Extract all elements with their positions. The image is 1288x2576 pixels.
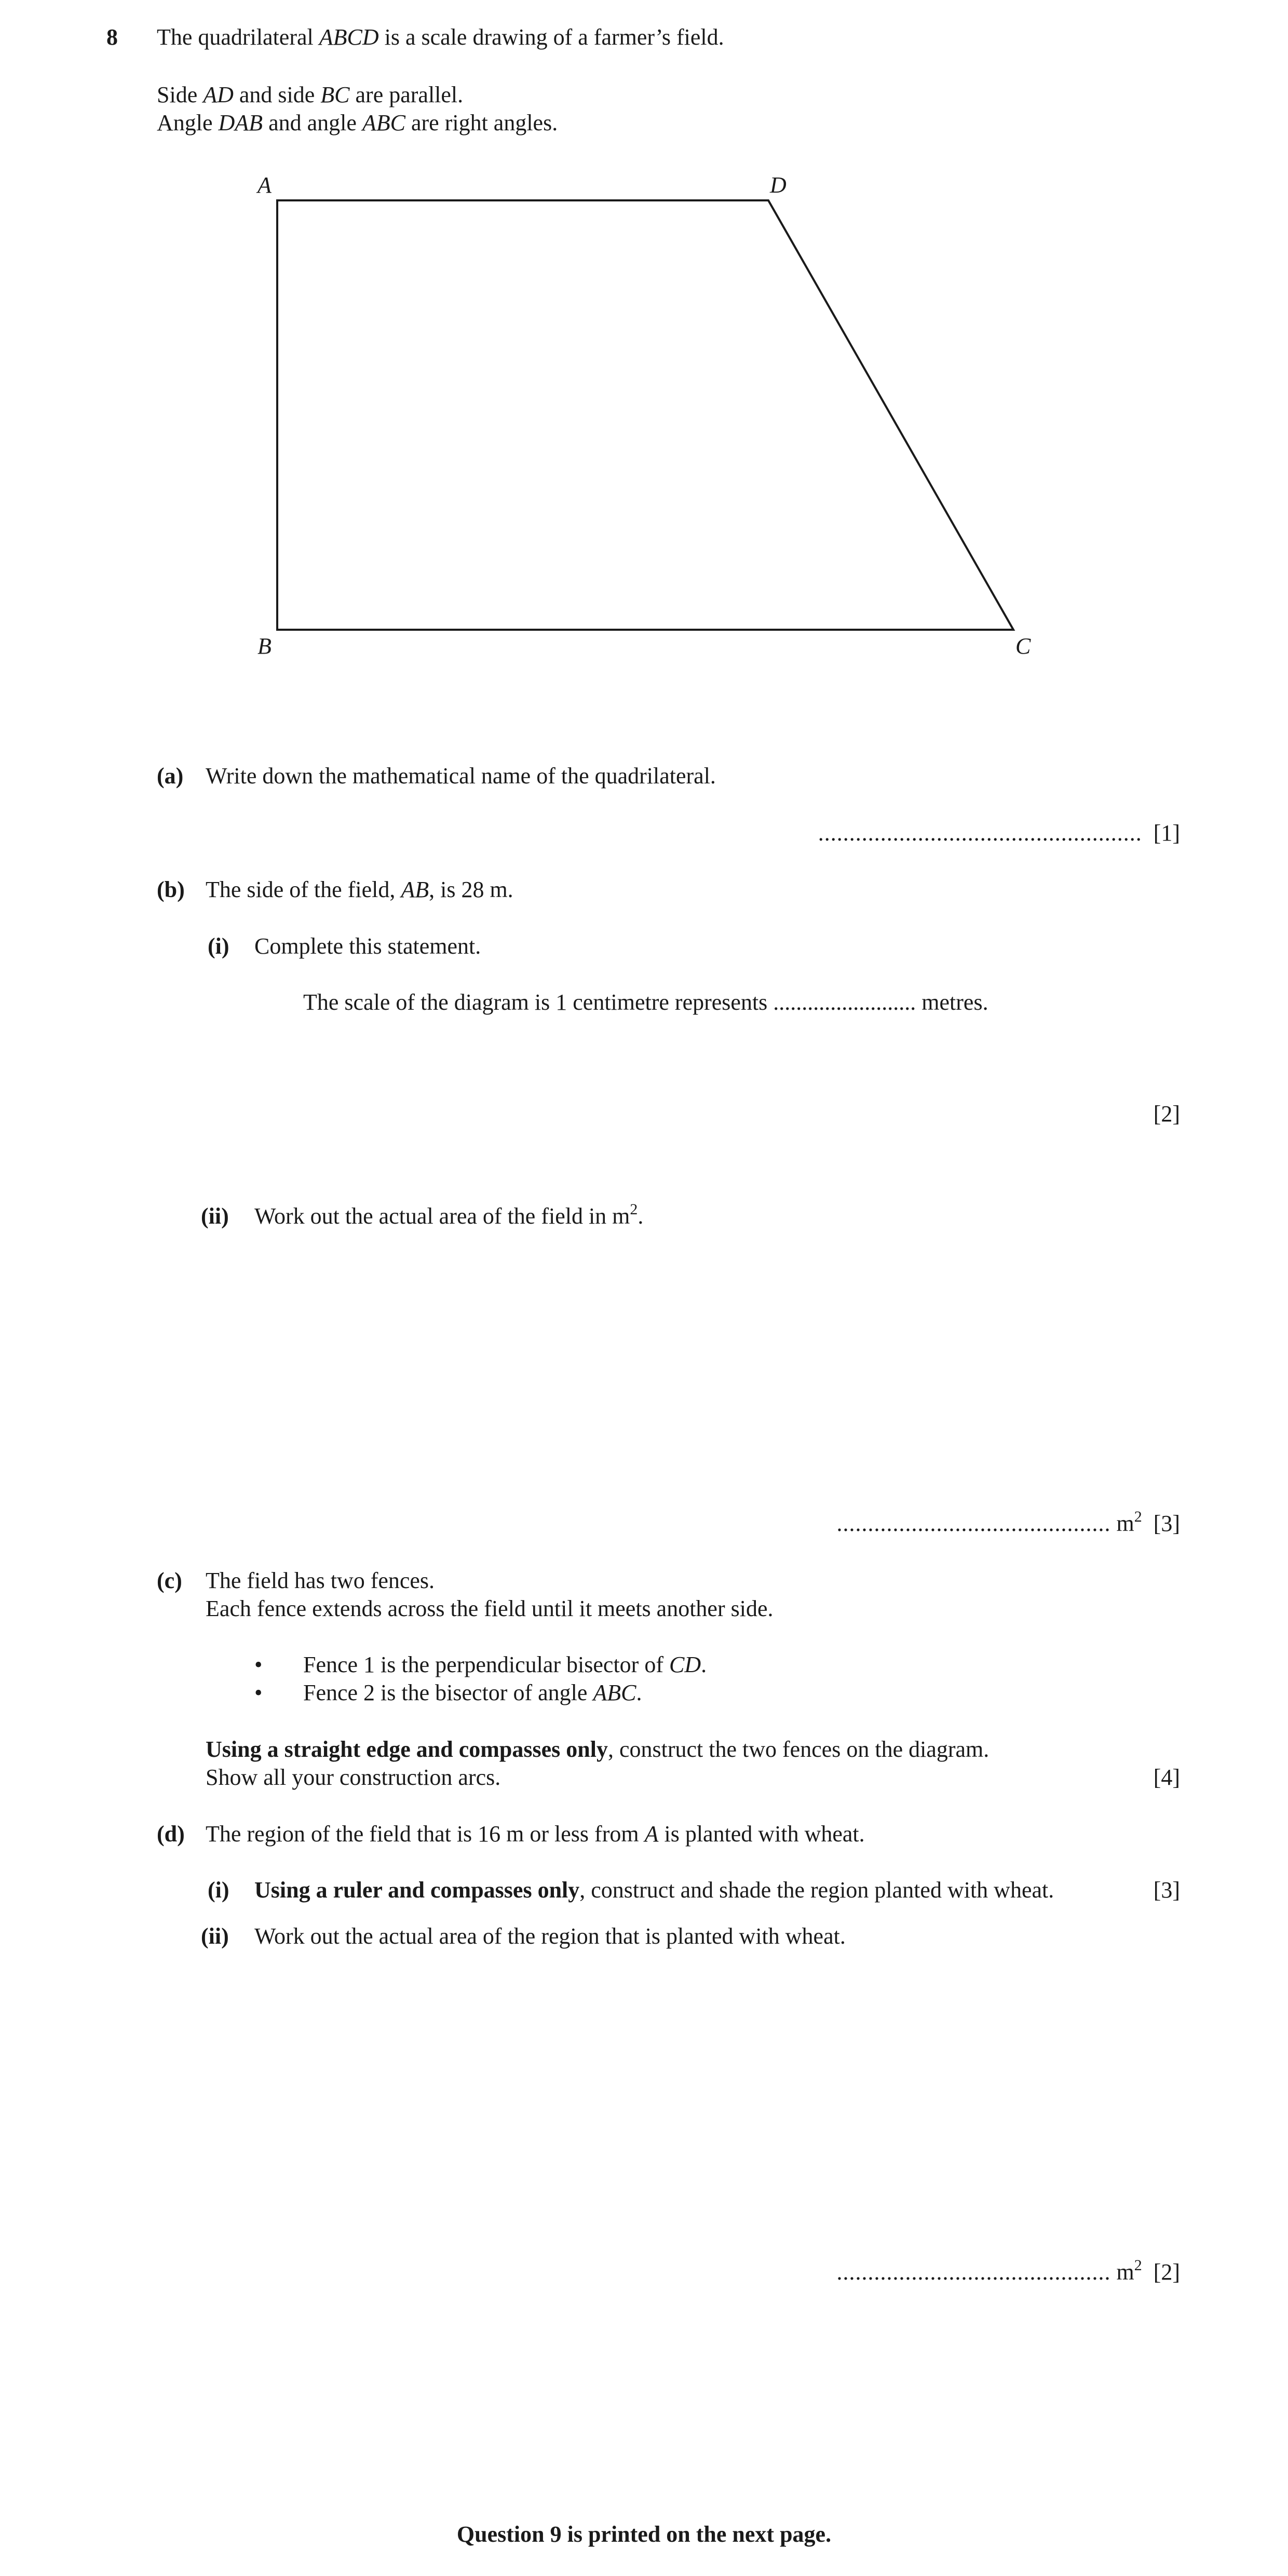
part-d-ii-marks: [2] xyxy=(1153,2259,1180,2285)
superscript: 2 xyxy=(630,1201,638,1218)
part-c-label: (c) xyxy=(157,1568,182,1593)
angle-abc-label: ABC xyxy=(362,110,405,135)
side-ab-label: AB xyxy=(401,877,429,902)
part-c-line2: Each fence extends across the field until it meets another side. xyxy=(206,1596,774,1621)
unit: m xyxy=(1116,1511,1134,1536)
part-b-i-label: (i) xyxy=(208,933,229,959)
text-fragment: are parallel. xyxy=(349,82,464,107)
answer-dots[interactable]: ............................................ xyxy=(836,2259,1111,2285)
text-fragment: . xyxy=(636,1680,642,1705)
angle-abc-label: ABC xyxy=(593,1680,636,1705)
part-c-marks: [4] xyxy=(1153,1765,1180,1790)
part-c-line1: The field has two fences. xyxy=(206,1568,435,1593)
quadrilateral-diagram xyxy=(0,0,1288,727)
quadrilateral-abcd xyxy=(277,200,1013,630)
part-b-ii-answer-line xyxy=(836,1510,1180,1538)
text-fragment: . xyxy=(701,1652,707,1677)
part-c-instruction xyxy=(206,1736,989,1764)
part-a-question: Write down the mathematical name of the quadrilateral. xyxy=(206,763,716,789)
part-d-i-marks: [3] xyxy=(1153,1877,1180,1903)
instruction-bold: Using a ruler and compasses only xyxy=(254,1877,580,1903)
side-bc-label: BC xyxy=(320,82,350,107)
text-fragment: , is 28 m. xyxy=(429,877,513,902)
part-b-i-marks: [2] xyxy=(1153,1101,1180,1127)
part-d-ii-answer-line xyxy=(836,2258,1180,2286)
fence-1-description xyxy=(303,1651,707,1679)
side-ad-label: AD xyxy=(203,82,234,107)
unit-superscript: 2 xyxy=(1134,1508,1142,1525)
part-d-ii-label: (ii) xyxy=(201,1923,229,1949)
bullet-icon: • xyxy=(254,1652,263,1677)
part-a-answer-line xyxy=(818,819,1180,847)
instruction-bold: Using a straight edge and compasses only xyxy=(206,1737,608,1762)
part-b-label: (b) xyxy=(157,877,185,902)
part-b-ii-question xyxy=(254,1202,643,1230)
text-fragment: The side of the field, xyxy=(206,877,401,902)
text-fragment: . xyxy=(638,1203,644,1229)
vertex-label-b: B xyxy=(257,633,272,659)
text-fragment: Angle xyxy=(157,110,219,135)
text-fragment: Fence 1 is the perpendicular bisector of xyxy=(303,1652,669,1677)
text-fragment: The region of the field that is 16 m or less from xyxy=(206,1821,645,1847)
part-d-label: (d) xyxy=(157,1821,185,1847)
part-b-i-question: Complete this statement. xyxy=(254,933,481,959)
unit-superscript: 2 xyxy=(1134,2257,1142,2274)
bullet-icon: • xyxy=(254,1680,263,1705)
intro-shape-name: ABCD xyxy=(319,24,379,50)
page-footer: Question 9 is printed on the next page. xyxy=(456,2521,832,2547)
answer-dots[interactable]: .................................................... xyxy=(818,820,1142,846)
vertex-label-d: D xyxy=(770,172,787,198)
vertex-label-c: C xyxy=(1015,633,1031,659)
text-fragment: Side xyxy=(157,82,204,107)
vertex-label-a: A xyxy=(257,172,272,198)
point-a-label: A xyxy=(644,1821,659,1847)
part-a-marks: [1] xyxy=(1153,820,1180,846)
part-d-ii-question: Work out the actual area of the region that is planted with wheat. xyxy=(254,1923,846,1949)
angle-dab-label: DAB xyxy=(218,110,263,135)
part-b-question xyxy=(206,876,513,904)
fence-2-description xyxy=(303,1679,642,1707)
text-fragment: and side xyxy=(233,82,321,107)
part-d-question xyxy=(206,1820,865,1848)
text-fragment: , construct the two fences on the diagram. xyxy=(607,1737,989,1762)
part-b-ii-label: (ii) xyxy=(201,1203,229,1229)
part-a-label: (a) xyxy=(157,763,184,789)
part-d-i-question xyxy=(254,1876,1054,1904)
part-c-instruction-line2: Show all your construction arcs. xyxy=(206,1765,501,1790)
part-b-ii-marks: [3] xyxy=(1153,1511,1180,1536)
text-fragment: , construct and shade the region planted with wheat. xyxy=(579,1877,1054,1903)
text-fragment: are right angles. xyxy=(405,110,558,135)
intro-text-end: is a scale drawing of a farmer’s field. xyxy=(378,24,724,50)
unit: m xyxy=(1116,2259,1134,2285)
part-d-i-label: (i) xyxy=(208,1877,229,1903)
text-fragment: is planted with wheat. xyxy=(658,1821,865,1847)
question-number: 8 xyxy=(106,24,118,50)
text-fragment: Work out the actual area of the field in m xyxy=(254,1203,630,1229)
side-cd-label: CD xyxy=(669,1652,701,1677)
scale-statement[interactable]: The scale of the diagram is 1 centimetre represents ......................... metres. xyxy=(303,989,988,1015)
text-fragment: and angle xyxy=(263,110,362,135)
text-fragment: Fence 2 is the bisector of angle xyxy=(303,1680,593,1705)
answer-dots[interactable]: ............................................ xyxy=(836,1511,1111,1536)
intro-text-start: The quadrilateral xyxy=(157,24,319,50)
